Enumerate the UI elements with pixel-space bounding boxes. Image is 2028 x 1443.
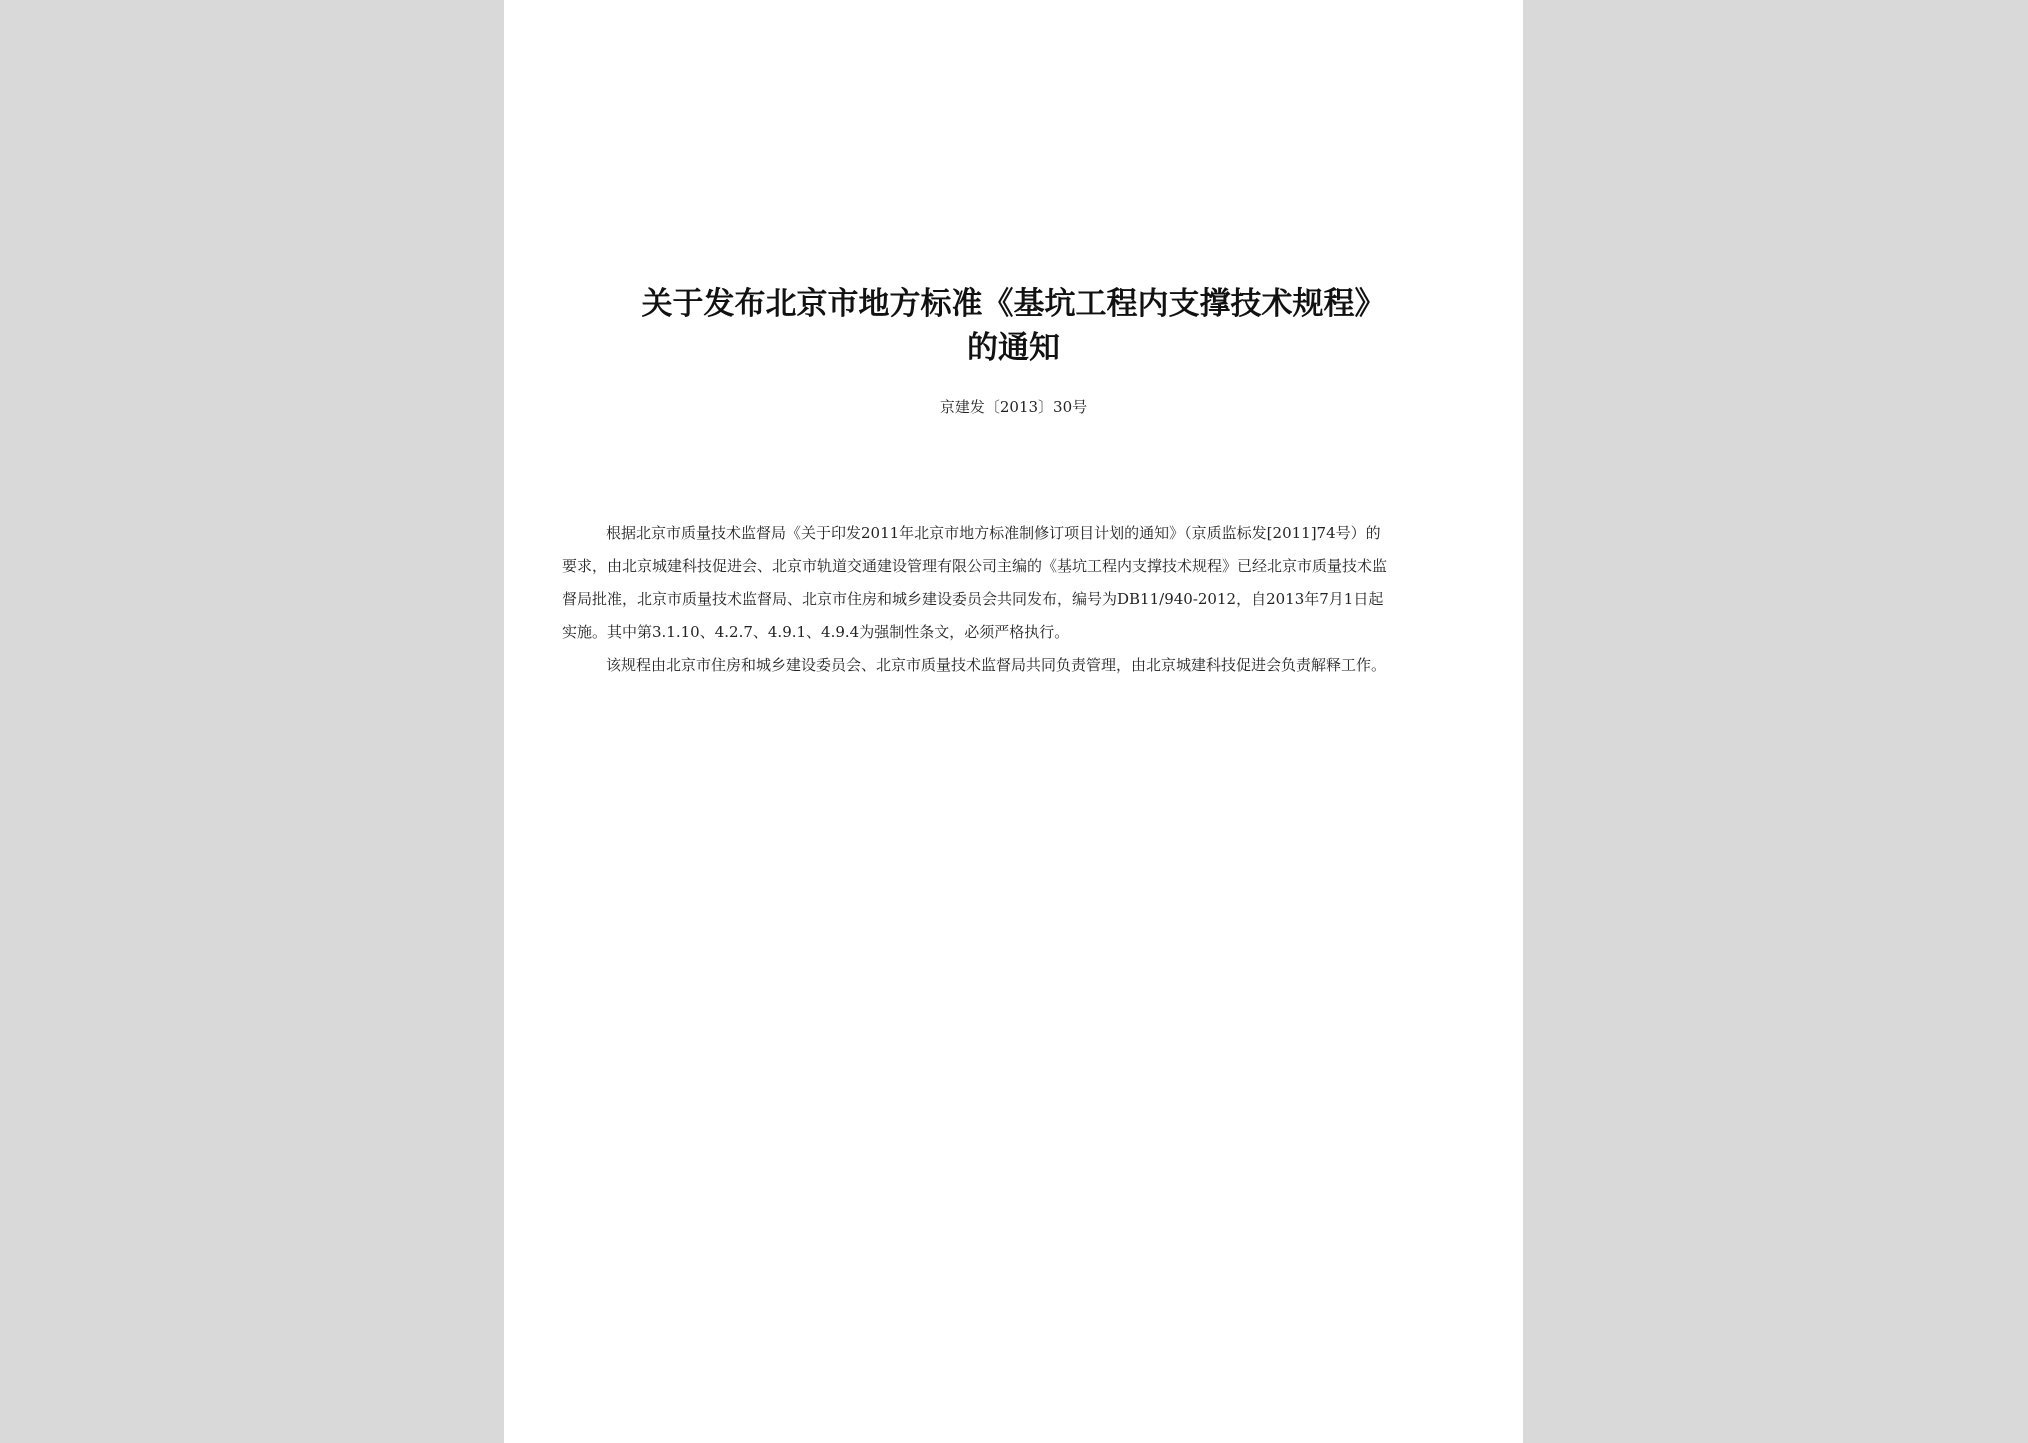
paragraph-2: 该规程由北京市住房和城乡建设委员会、北京市质量技术监督局共同负责管理，由北京城建科技促进会负责解释工作。 [606, 656, 1387, 674]
title-line-1: 关于发布北京市地方标准《基坑工程内支撑技术规程》 [641, 286, 1386, 322]
document-number: 京建发〔2013〕30号 [939, 398, 1088, 416]
paragraph-1-line-3: 督局批准，北京市质量技术监督局、北京市住房和城乡建设委员会共同发布，编号为DB11/940-2012，自2013年7月1日起 [562, 590, 1384, 608]
notice-body [562, 517, 1467, 682]
title-line-2: 的通知 [967, 330, 1060, 366]
notice-title [504, 282, 1523, 370]
paragraph-1-line-1: 根据北京市质量技术监督局《关于印发2011年北京市地方标准制修订项目计划的通知》（京质监标发[2011]74号）的 [606, 524, 1381, 542]
paragraph-1-line-2: 要求，由北京城建科技促进会、北京市轨道交通建设管理有限公司主编的《基坑工程内支撑技术规程》已经北京市质量技术监 [562, 557, 1388, 575]
document-page [504, 0, 1523, 1443]
paragraph-1-line-4: 实施。其中第3.1.10、4.2.7、4.9.1、4.9.4为强制性条文，必须严格执行。 [562, 623, 1070, 641]
